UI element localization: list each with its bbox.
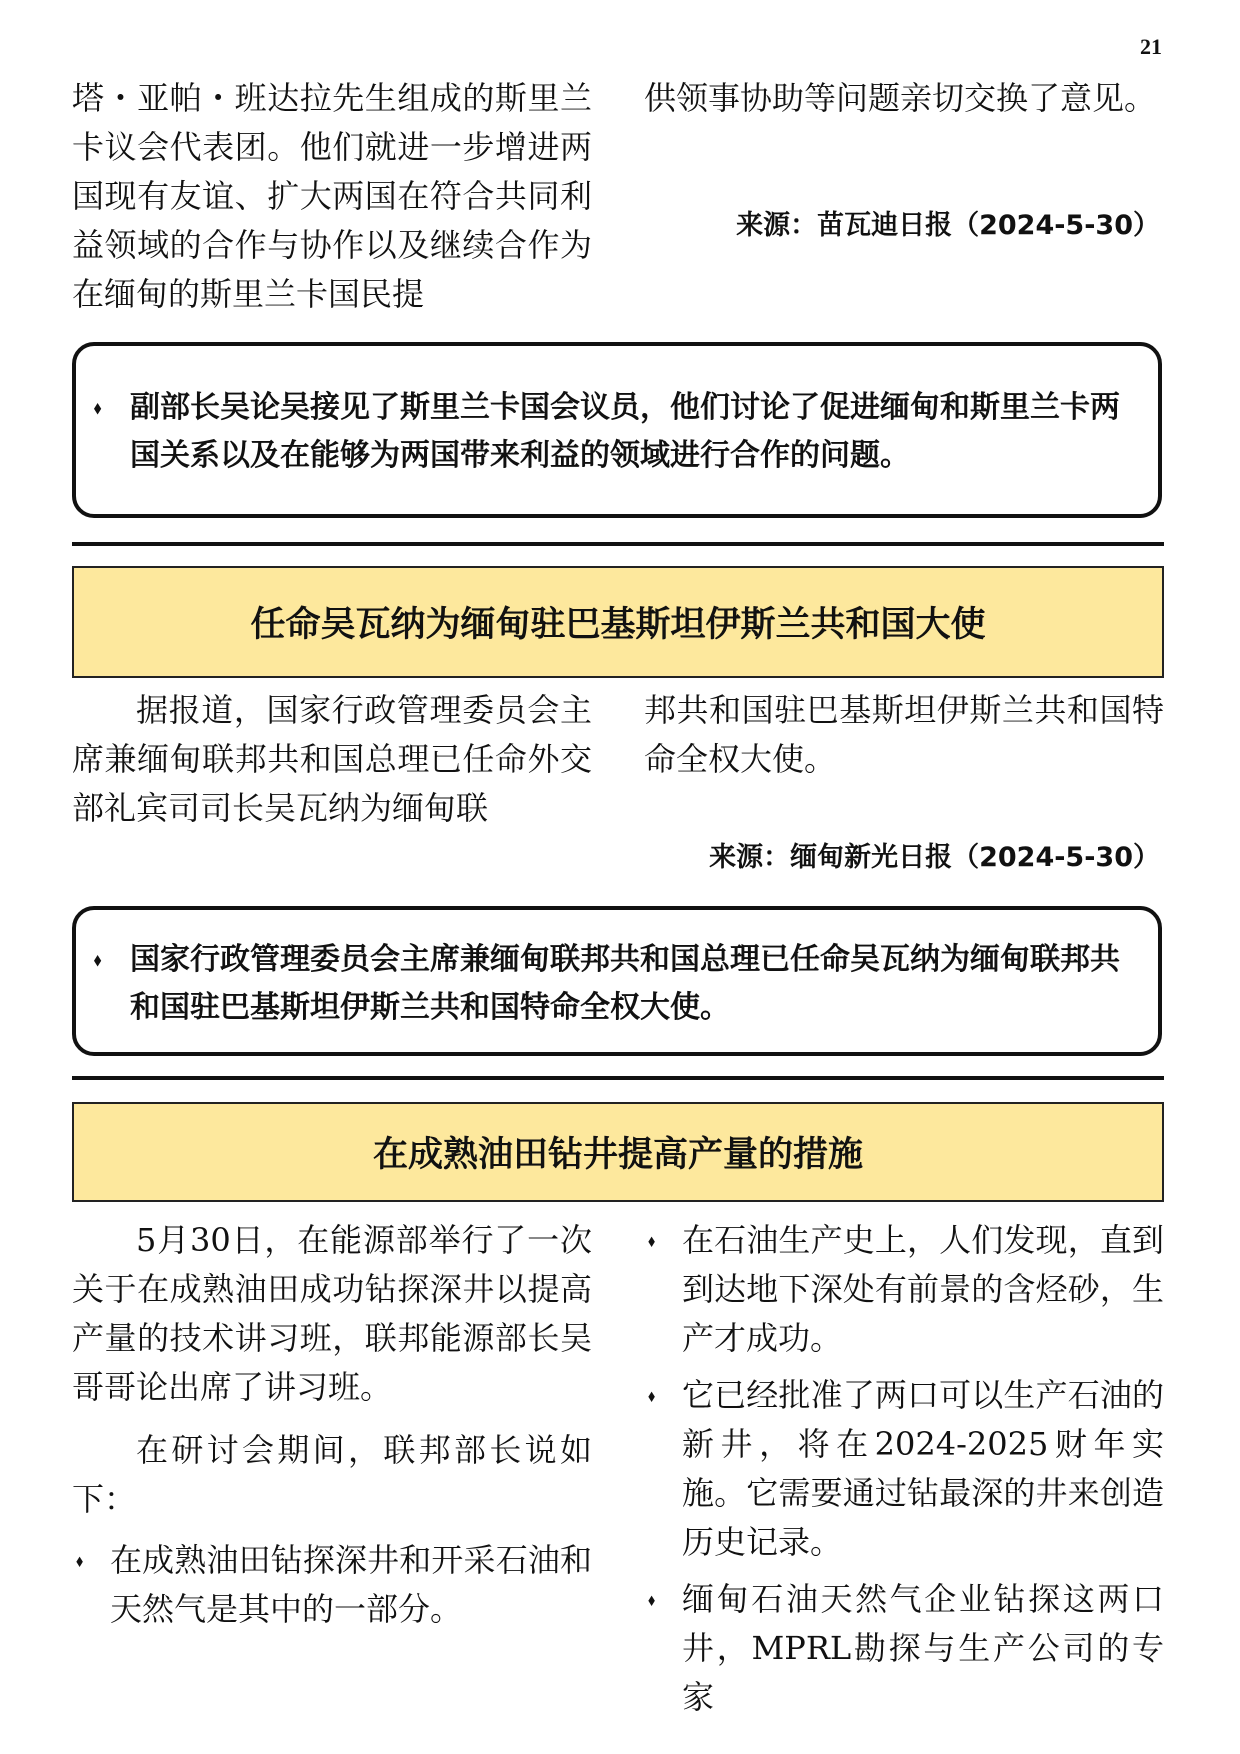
section-divider bbox=[72, 1076, 1164, 1080]
diamond-bullet-icon: ⬧ bbox=[648, 1231, 656, 1250]
section1-body bbox=[72, 74, 1164, 319]
bullet-text: 在成熟油田钻探深井和开采石油和天然气是其中的一部分。 bbox=[110, 1541, 592, 1628]
section1-right-paragraph: 供领事协助等问题亲切交换了意见。 bbox=[644, 79, 1157, 117]
section2-left-paragraph: 据报道，国家行政管理委员会主席兼缅甸联邦共和国总理已任命外交部礼宾司司长吴瓦纳为缅甸联 bbox=[72, 691, 592, 827]
section1-left-paragraph: 塔・亚帕・班达拉先生组成的斯里兰卡议会代表团。他们就进一步增进两国现有友谊、扩大两国在符合共同利益领域的合作与协作以及继续合作为在缅甸的斯里兰卡国民提 bbox=[72, 79, 592, 313]
bullet-item bbox=[72, 1536, 592, 1634]
bullet-item bbox=[644, 1216, 1164, 1363]
bullet-text: 在石油生产史上，人们发现，直到到达地下深处有前景的含烃砂，生产才成功。 bbox=[682, 1221, 1164, 1357]
section2-right-column bbox=[644, 686, 1164, 833]
section3-right-column bbox=[644, 1216, 1164, 1722]
section2-left-column bbox=[72, 686, 592, 833]
section3-right-bullets bbox=[644, 1216, 1164, 1722]
page-number: 21 bbox=[1140, 34, 1162, 59]
section1-source: 来源：苗瓦迪日报（2024-5-30） bbox=[736, 210, 1160, 241]
section1-left-column bbox=[72, 74, 592, 319]
section3-left-paragraph-1: 5月30日，在能源部举行了一次关于在成熟油田成功钻探深井以提高产量的技术讲习班，联邦能源部长吴哥哥论出席了讲习班。 bbox=[72, 1221, 592, 1406]
section3-body bbox=[72, 1216, 1164, 1722]
bullet-item bbox=[644, 1371, 1164, 1567]
section3-headline: 在成熟油田钻井提高产量的措施 bbox=[72, 1102, 1164, 1202]
section-divider bbox=[72, 542, 1164, 546]
summary-text: 国家行政管理委员会主席兼缅甸联邦共和国总理已任命吴瓦纳为缅甸联邦共和国驻巴基斯坦伊斯兰共和国特命全权大使。 bbox=[130, 942, 1120, 1025]
section3-left-bullets bbox=[72, 1536, 592, 1634]
diamond-bullet-icon: ⬧ bbox=[94, 398, 102, 417]
section1-right-column bbox=[644, 74, 1164, 319]
diamond-bullet-icon: ⬧ bbox=[94, 950, 102, 969]
section2-headline: 任命吴瓦纳为缅甸驻巴基斯坦伊斯兰共和国大使 bbox=[72, 566, 1164, 678]
summary-text: 副部长吴论吴接见了斯里兰卡国会议员，他们讨论了促进缅甸和斯里兰卡两国关系以及在能够为两国带来利益的领域进行合作的问题。 bbox=[130, 390, 1120, 473]
section2-body bbox=[72, 686, 1164, 833]
section1-summary-box bbox=[72, 342, 1162, 518]
summary-item bbox=[76, 936, 1158, 1032]
diamond-bullet-icon: ⬧ bbox=[76, 1551, 84, 1570]
section2-summary-box bbox=[72, 906, 1162, 1056]
bullet-item bbox=[644, 1575, 1164, 1722]
diamond-bullet-icon: ⬧ bbox=[648, 1386, 656, 1405]
bullet-text: 它已经批准了两口可以生产石油的新井，将在2024-2025财年实施。它需要通过钻最深的井来创造历史记录。 bbox=[682, 1376, 1164, 1561]
bullet-text: 缅甸石油天然气企业钻探这两口井，MPRL勘探与生产公司的专家 bbox=[682, 1580, 1164, 1716]
diamond-bullet-icon: ⬧ bbox=[648, 1590, 656, 1609]
summary-item bbox=[76, 384, 1158, 480]
section2-source: 来源：缅甸新光日报（2024-5-30） bbox=[709, 842, 1160, 873]
section3-left-column bbox=[72, 1216, 592, 1722]
section3-left-paragraph-2: 在研讨会期间，联邦部长说如下： bbox=[72, 1431, 592, 1518]
section2-right-paragraph: 邦共和国驻巴基斯坦伊斯兰共和国特命全权大使。 bbox=[644, 691, 1164, 778]
